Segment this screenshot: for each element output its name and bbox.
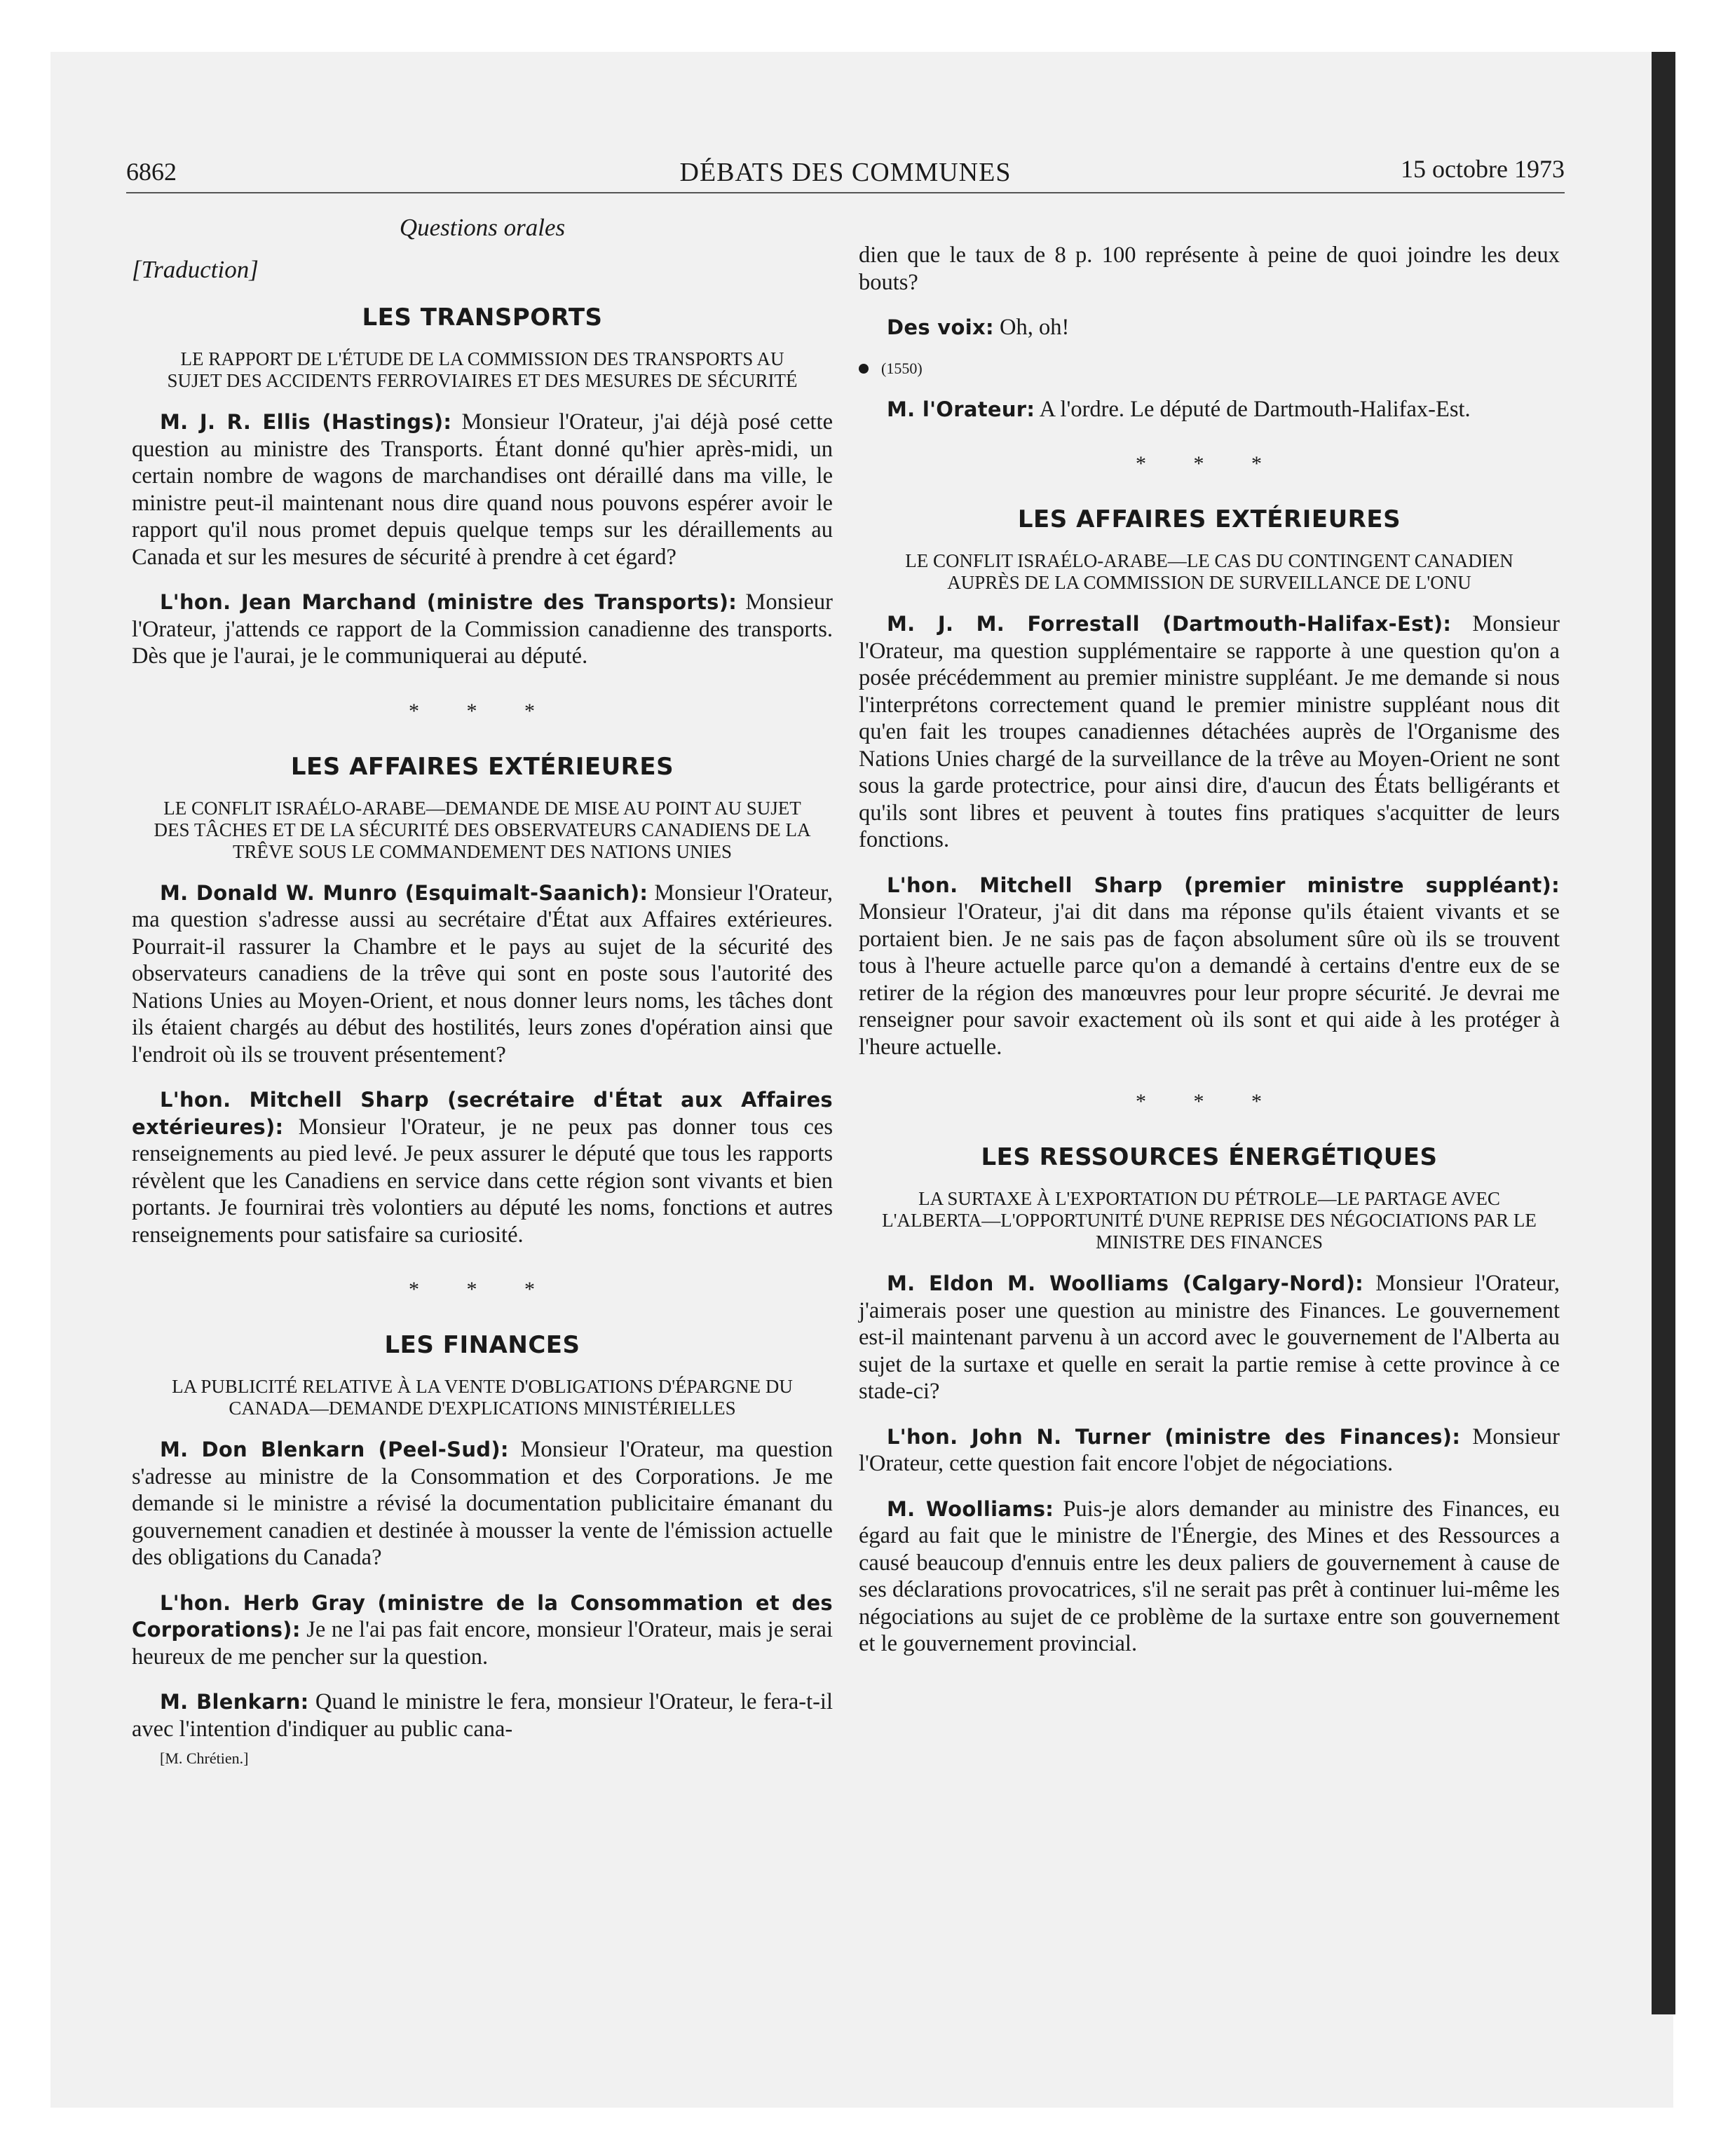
subheading: Questions orales xyxy=(399,214,566,241)
translation-note: [Traduction] xyxy=(132,256,259,283)
section-title: LES AFFAIRES EXTÉRIEURES xyxy=(290,752,674,781)
section-title: LES TRANSPORTS xyxy=(362,303,603,332)
right-column xyxy=(859,242,1560,1676)
speech-paragraph xyxy=(859,610,1560,854)
speech-paragraph xyxy=(132,409,833,571)
speaker-name: M. Blenkarn: xyxy=(160,1690,309,1714)
section-separator: * * * xyxy=(1136,452,1283,475)
section-separator: * * * xyxy=(409,699,556,723)
speech-paragraph xyxy=(859,314,1560,341)
section-separator: * * * xyxy=(409,1278,556,1301)
speech-paragraph xyxy=(132,1086,833,1248)
page-number: 6862 xyxy=(126,158,177,186)
speech-paragraph xyxy=(132,880,833,1069)
topic-heading: LA SURTAXE À L'EXPORTATION DU PÉTROLE—LE PARTAGE AVEC L'ALBERTA—L'OPPORTUNITÉ D'UNE REPRISE DES NÉGOCIATIONS PAR LE MINISTRE DES FINANCES xyxy=(882,1188,1537,1253)
speech-text: Monsieur l'Orateur, ma question s'adresse aussi au secrétaire d'État aux Affaires extérieures. Pourrait-il rassurer la Chambre et le pays au sujet de la sécurité des observateurs canadiens de la trêve qui sont en poste sous l'autorité des Nations Unies au Moyen-Orient, et nous donner leurs noms, les tâches dont ils étaient chargés au début des hostilités, leurs zones d'opération ainsi que l'endroit où ils se trouvent présentement? xyxy=(132,880,834,1067)
speaker-name: L'hon. Mitchell Sharp (secrétaire d'État aux Affaires extérieures): xyxy=(132,1088,833,1139)
topic-heading: LE RAPPORT DE L'ÉTUDE DE LA COMMISSION DES TRANSPORTS AU SUJET DES ACCIDENTS FERROVIAIRES ET DES MESURES DE SÉCURITÉ xyxy=(167,348,798,391)
speech-paragraph xyxy=(132,1436,833,1571)
speaker-name: Des voix: xyxy=(887,315,994,339)
speech-text: Monsieur l'Orateur, j'attends ce rapport de la Commission canadienne des transports. Dès que je l'aurai, je le communiquerai au député. xyxy=(132,589,834,669)
speech-text: Oh, oh! xyxy=(993,315,1070,340)
speech-paragraph xyxy=(859,1424,1560,1478)
topic-heading: LE CONFLIT ISRAÉLO-ARABE—DEMANDE DE MISE AU POINT AU SUJET DES TÂCHES ET DE LA SÉCURITÉ DES OBSERVATEURS CANADIENS DE LA TRÊVE SOUS LE COMMANDEMENT DES NATIONS UNIES xyxy=(154,797,811,862)
speaker-name: M. Donald W. Munro (Esquimalt-Saanich): xyxy=(160,880,648,905)
publication-title: DÉBATS DES COMMUNES xyxy=(679,158,1012,187)
speech-text: Monsieur l'Orateur, cette question fait encore l'objet de négociations. xyxy=(859,1424,1560,1476)
topic-heading: LA PUBLICITÉ RELATIVE À LA VENTE D'OBLIGATIONS D'ÉPARGNE DU CANADA—DEMANDE D'EXPLICATIONS MINISTÉRIELLES xyxy=(172,1376,793,1419)
speaker-name: M. J. R. Ellis (Hastings): xyxy=(160,410,452,434)
speaker-name: M. Don Blenkarn (Peel-Sud): xyxy=(160,1438,509,1461)
section-separator: * * * xyxy=(1136,1090,1283,1113)
speaker-name: L'hon. Herb Gray (ministre de la Consommation et des Corporations): xyxy=(132,1590,833,1642)
speaker-name: M. l'Orateur: xyxy=(887,397,1035,421)
speaker-name: L'hon. Mitchell Sharp (premier ministre suppléant): xyxy=(887,873,1560,897)
speech-paragraph xyxy=(859,1270,1560,1405)
speech-text: Monsieur l'Orateur, j'aimerais poser une question au ministre des Finances. Le gouvernement est-il maintenant parvenu à un accord avec le gouvernement de l'Alberta au sujet de la surtaxe et quelle en serait la partie remise à cette province à ce stade-ci? xyxy=(859,1271,1560,1404)
scan-edge-shadow xyxy=(1652,52,1675,2014)
section-title: LES FINANCES xyxy=(384,1331,580,1359)
topic-heading: LE CONFLIT ISRAÉLO-ARABE—LE CAS DU CONTINGENT CANADIEN AUPRÈS DE LA COMMISSION DE SURVEILLANCE DE L'ONU xyxy=(905,550,1513,593)
section-title: LES AFFAIRES EXTÉRIEURES xyxy=(1017,505,1401,533)
speaker-name: L'hon. Jean Marchand (ministre des Transports): xyxy=(160,590,737,614)
speech-text: A l'ordre. Le député de Dartmouth-Halifax-Est. xyxy=(1035,396,1471,422)
speech-paragraph xyxy=(132,1590,833,1671)
speech-paragraph xyxy=(132,1688,833,1742)
page-date: 15 octobre 1973 xyxy=(1401,155,1565,183)
speech-paragraph xyxy=(132,589,833,670)
speaker-name: M. J. M. Forrestall (Dartmouth-Halifax-Est): xyxy=(887,612,1452,636)
footnote: [M. Chrétien.] xyxy=(160,1749,249,1767)
section-title: LES RESSOURCES ÉNERGÉTIQUES xyxy=(981,1143,1438,1171)
speech-text: Quand le ministre le fera, monsieur l'Orateur, le fera-t-il avec l'intention d'indiquer au public cana- xyxy=(132,1689,833,1742)
time-stamp: (1550) xyxy=(881,359,923,377)
speech-paragraph xyxy=(859,396,1560,423)
left-column xyxy=(132,214,833,1768)
speech-text: Monsieur l'Orateur, je ne peux pas donner tous ces renseignements au pied levé. Je peux assurer le député que tous les rapports révèlent que les Canadiens en service dans cette région sont vivants et bien portants. Je fournirai très volontiers au député les noms, fonctions et autres renseignements pour satisfaire sa curiosité. xyxy=(132,1114,833,1248)
speech-paragraph xyxy=(859,1496,1560,1658)
speech-text: Puis-je alors demander au ministre des Finances, eu égard au fait que le ministre de l'Énergie, des Mines et des Ressources a causé beaucoup d'ennuis entre les deux paliers de gouvernement à cause de ses déclarations provocatrices, s'il ne serait pas prêt à continuer lui-même les négociations au sujet de ce problème de la surtaxe entre son gouvernement et le gouvernement provincial. xyxy=(859,1496,1560,1656)
speech-text: Monsieur l'Orateur, j'ai dit dans ma réponse qu'ils étaient vivants et se portaient bien. Je ne sais pas de façon absolument sûre où ils se trouvent tous à l'heure actuelle parce qu'on a demandé à certains d'entre eux de se retirer de la région des manœuvres pour leur propre sécurité. Je devrai me renseigner pour savoir exactement où ils sont et qui aide à les protéger à l'heure actuelle. xyxy=(859,899,1560,1060)
speech-text: Monsieur l'Orateur, ma question supplémentaire se rapporte à une question qu'on a posée précédemment au premier ministre suppléant. Je me demande si nous l'interprétons correctement quand le premier ministre suppléant nous dit qu'en fait les troupes canadiennes détachées auprès de l'Organisme des Nations Unies chargé de la surveillance de la trêve au Moyen-Orient ne sont sous la garde protectrice, pour ainsi dire, d'aucun des États belligérants et qu'ils sont libres et peuvent à toutes fins pratiques s'acquitter de leurs fonctions. xyxy=(859,611,1560,852)
speech-text: Monsieur l'Orateur, ma question s'adresse au ministre de la Consommation et des Corporations. Je me demande si le ministre a révisé la documentation publicitaire émanant du gouvernement canadien et destinée à mousser la vente de l'émission actuelle des obligations du Canada? xyxy=(132,1437,833,1570)
speech-paragraph xyxy=(859,872,1560,1061)
speaker-name: M. Eldon M. Woolliams (Calgary-Nord): xyxy=(887,1271,1364,1295)
speech-text: Je ne l'ai pas fait encore, monsieur l'Orateur, mais je serai heureux de me pencher sur la question. xyxy=(132,1617,833,1670)
bullet-icon xyxy=(859,364,869,374)
speaker-name: L'hon. John N. Turner (ministre des Finances): xyxy=(887,1424,1461,1449)
page-header xyxy=(126,156,1565,193)
time-marker xyxy=(859,360,1560,378)
speaker-name: M. Woolliams: xyxy=(887,1496,1054,1521)
speech-text: Monsieur l'Orateur, j'ai déjà posé cette question au ministre des Transports. Étant donné qu'hier après-midi, un certain nombre de wagons de marchandises ont déraillé dans ma ville, le ministre peut-il maintenant nous dire quand nous pouvons espérer avoir le rapport qu'il nous promet depuis quelque temps sur les déraillements au Canada et sur les mesures de sécurité à prendre à cet égard? xyxy=(132,409,833,570)
continued-paragraph: dien que le taux de 8 p. 100 représente à peine de quoi joindre les deux bouts? xyxy=(859,243,1560,295)
